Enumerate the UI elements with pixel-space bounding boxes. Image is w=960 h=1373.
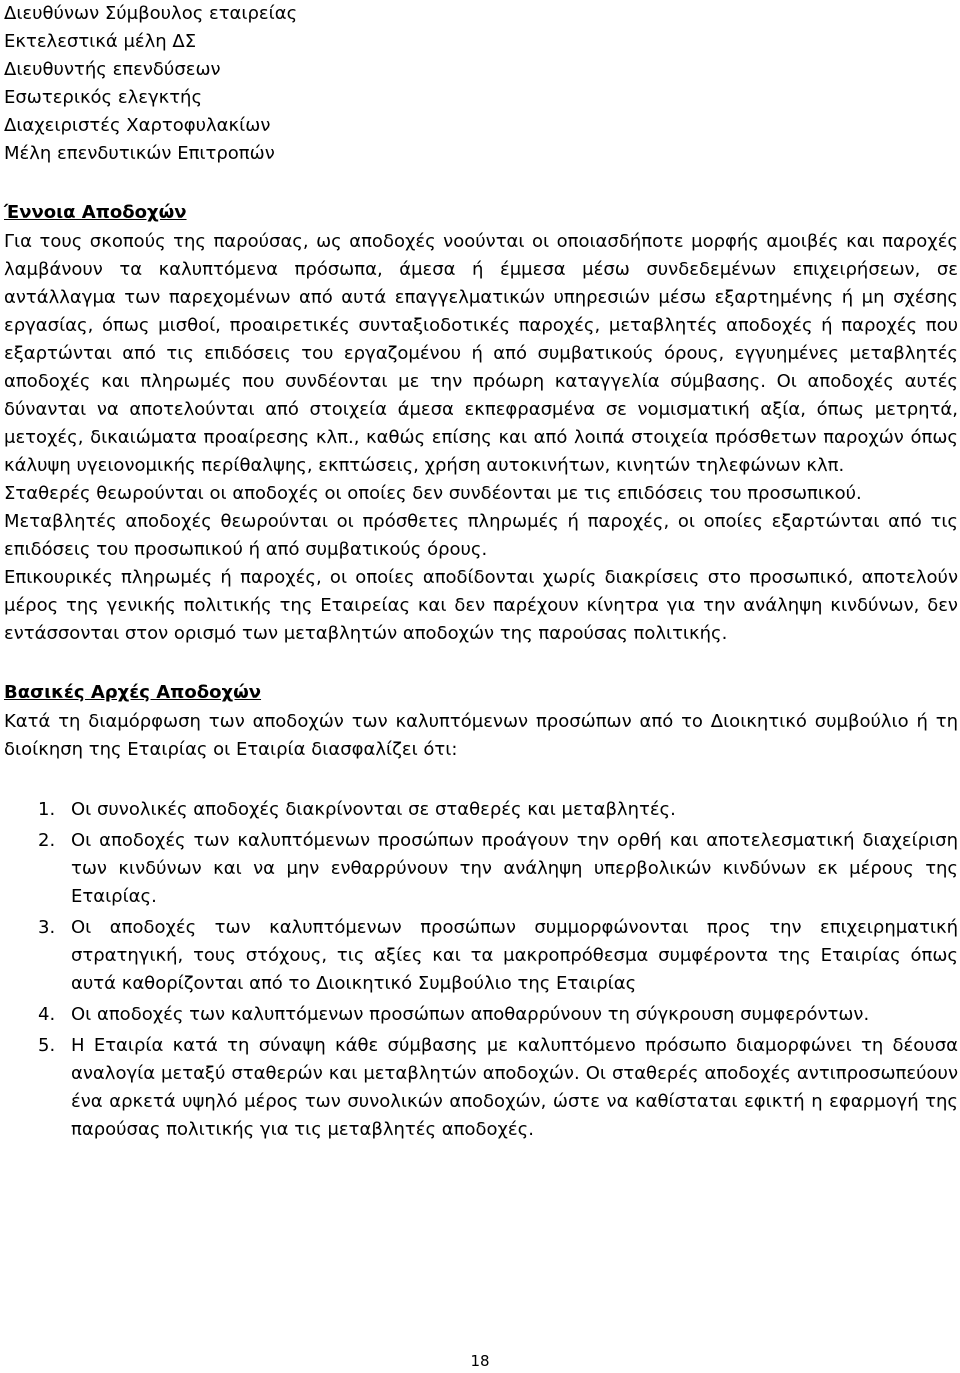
- paragraph-fixed: Σταθερές θεωρούνται οι αποδοχές οι οποίες δεν συνδέονται με τις επιδόσεις του προσωπικού.: [4, 483, 862, 504]
- list-number: 4.: [38, 1004, 56, 1025]
- role-item: Διευθυντής επενδύσεων: [4, 59, 221, 80]
- role-item: Μέλη επενδυτικών Επιτροπών: [4, 143, 275, 164]
- role-item: Εκτελεστικά μέλη ΔΣ: [4, 31, 197, 52]
- spacer: [4, 764, 958, 796]
- list-item: [4, 827, 958, 911]
- list-item: [4, 1001, 958, 1029]
- spacer: [4, 648, 958, 678]
- list-item-text: Οι αποδοχές των καλυπτόμενων προσώπων προάγουν την ορθή και αποτελεσματική διαχείριση των κινδύνων και να μην ενθαρρύνουν την ανάληψη υπερβολικών κινδύνων εκ μέρους της Εταιρίας.: [71, 830, 958, 907]
- roles-list: [4, 0, 958, 168]
- list-item: [4, 1032, 958, 1144]
- paragraph-definition: Για τους σκοπούς της παρούσας, ως αποδοχές νοούνται οι οποιασδήποτε μορφής αμοιβές και παροχές λαμβάνουν τα καλυπτόμενα πρόσωπα, άμεσα ή έμμεσα μέσω συνδεδεμένων επιχειρήσεων, σε αντάλλαγμα των παρεχομένων από αυτά επαγγελματικών υπηρεσιών μέσω εξαρτημένης ή μη σχέσης εργασίας, όπως μισθοί, προαιρετικές συνταξιοδοτικές παροχές, μεταβλητές αποδοχές ή παροχές που εξαρτώνται από τις επιδόσεις του εργαζομένου ή από συμβατικούς όρους, εγγυημένες μεταβλητές αποδοχές και πληρωμές που συνδέονται με την πρόωρη καταγγελία σύμβασης. Οι αποδοχές αυτές δύνανται να αποτελούνται από στοιχεία άμεσα εκπεφρασμένα σε νομισματική αξία, όπως μετρητά, μετοχές, δικαιώματα προαίρεσης κλπ., καθώς επίσης και από λοιπά στοιχεία πρόσθετων παροχών όπως κάλυψη υγειονομικής περίθαλψης, εκπτώσεις, χρήση αυτοκινήτων, κινητών τηλεφώνων κλπ.: [4, 231, 958, 476]
- role-item: Διευθύνων Σύμβουλος εταιρείας: [4, 3, 298, 24]
- spacer: [4, 168, 958, 198]
- principles-list: [4, 796, 958, 1144]
- list-item-text: Οι συνολικές αποδοχές διακρίνονται σε σταθερές και μεταβλητές.: [71, 799, 676, 820]
- list-item-text: Η Εταιρία κατά τη σύναψη κάθε σύμβασης με καλυπτόμενο πρόσωπο διαμορφώνει τη δέουσα αναλογία μεταξύ σταθερών και μεταβλητών αποδοχών. Οι σταθερές αποδοχές αντιπροσωπεύουν ένα αρκετά υψηλό μέρος των συνολικών αποδοχών, ώστε να καθίσταται εφικτή η εφαρμογή της παρούσας πολιτικής για τις μεταβλητές αποδοχές.: [71, 1035, 958, 1140]
- role-item: Εσωτερικός ελεγκτής: [4, 87, 203, 108]
- paragraph-ancillary: Επικουρικές πληρωμές ή παροχές, οι οποίες αποδίδονται χωρίς διακρίσεις στο προσωπικό, αποτελούν μέρος της γενικής πολιτικής της Εταιρείας και δεν παρέχουν κίνητρα για την ανάληψη κινδύνων, δεν εντάσσονται στον ορισμό των μεταβλητών αποδοχών της παρούσας πολιτικής.: [4, 567, 958, 644]
- list-item: [4, 796, 958, 824]
- list-item-text: Οι αποδοχές των καλυπτόμενων προσώπων συμμορφώνονται προς την επιχειρηματική στρατηγική, τους στόχους, τις αξίες και τα μακροπρόθεσμα συμφέροντα της Εταιρίας όπως αυτά καθορίζονται από το Διοικητικό Συμβούλιο της Εταιρίας: [71, 917, 958, 994]
- section-title-principles: Βασικές Αρχές Αποδοχών: [4, 682, 262, 703]
- list-number: 5.: [38, 1035, 56, 1056]
- role-item: Διαχειριστές Χαρτοφυλακίων: [4, 115, 271, 136]
- list-number: 1.: [38, 799, 56, 820]
- page-number: 18: [470, 1352, 490, 1370]
- list-item-text: Οι αποδοχές των καλυπτόμενων προσώπων αποθαρρύνουν τη σύγκρουση συμφερόντων.: [71, 1004, 870, 1025]
- paragraph-principles-intro: Κατά τη διαμόρφωση των αποδοχών των καλυπτόμενων προσώπων από το Διοικητικό συμβούλιο ή τη διοίκηση της Εταιρίας οι Εταιρία διασφαλίζει ότι:: [4, 711, 958, 760]
- document-page: [4, 0, 958, 1147]
- section-title-concept: Έννοια Αποδοχών: [4, 202, 187, 223]
- list-item: [4, 914, 958, 998]
- paragraph-variable: Μεταβλητές αποδοχές θεωρούνται οι πρόσθετες πληρωμές ή παροχές, οι οποίες εξαρτώνται από τις επιδόσεις του προσωπικού ή από συμβατικούς όρους.: [4, 511, 958, 560]
- list-number: 2.: [38, 830, 56, 851]
- list-number: 3.: [38, 917, 56, 938]
